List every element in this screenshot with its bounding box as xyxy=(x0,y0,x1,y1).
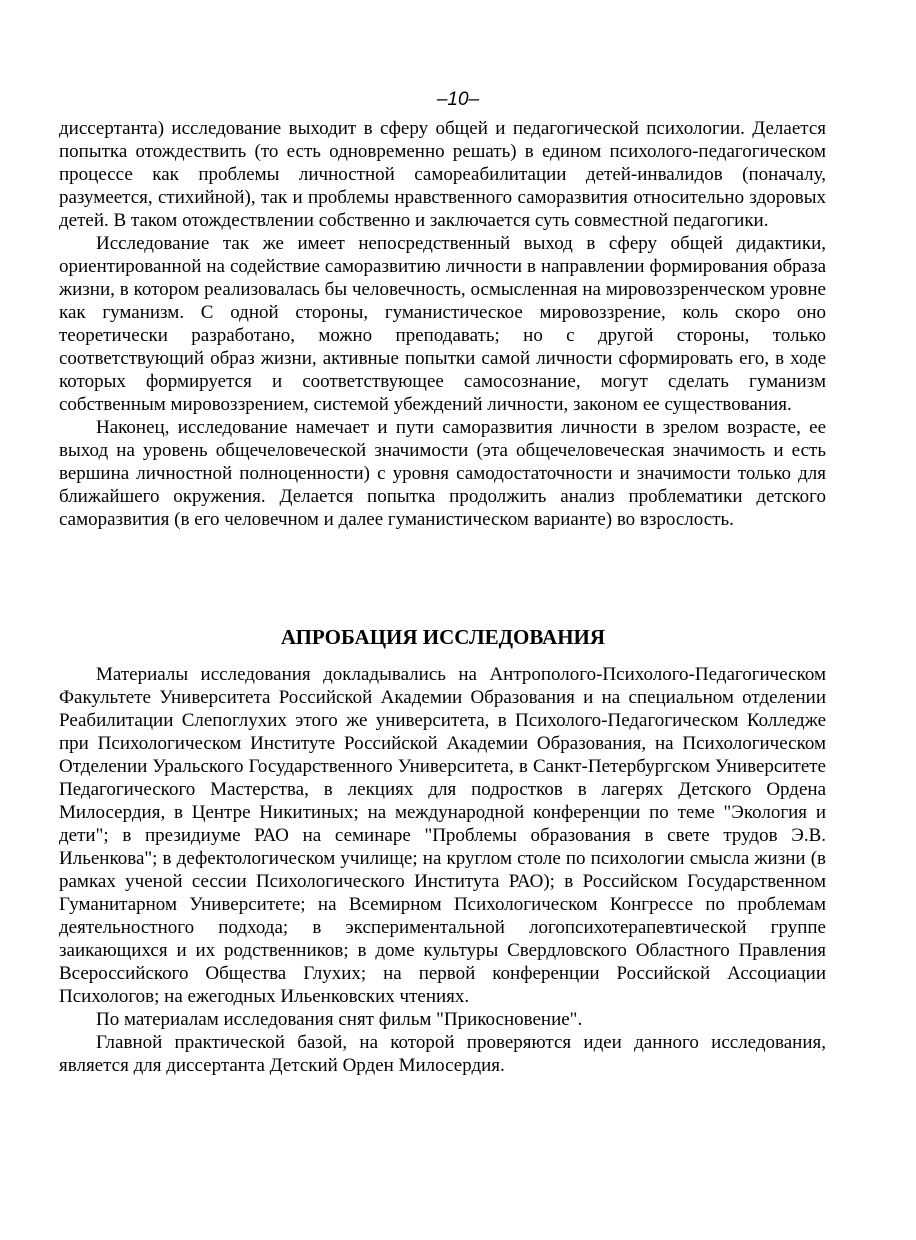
paragraph-film: По материалам исследования снят фильм "Прикосновение". xyxy=(96,1009,583,1030)
approbation-text-block xyxy=(59,663,826,1077)
paragraph-continuation: диссертанта) исследование выходит в сферу общей и педагогической психологии. Делается попытка отождествить (то есть одновременно решать) в едином психолого-педагогическом процессе как проблемы личностной самореабилитации детей-инвалидов (поначалу, разумеется, стихийной), так и проблемы нравственного саморазвития относительно здоровых детей. В таком отождествлении собственно и заключается суть совместной педагогики. xyxy=(59,118,826,231)
page-number: –10– xyxy=(436,89,480,110)
paragraph-practical-base: Главной практической базой, на которой проверяются идеи данного исследования, является для диссертанта Детский Орден Милосердия. xyxy=(59,1032,826,1076)
section-heading: АПРОБАЦИЯ ИССЛЕДОВАНИЯ xyxy=(280,625,606,649)
paragraph-didactics: Исследование так же имеет непосредственный выход в сферу общей дидактики, ориентированной на содействие саморазвитию личности в направлении формирования образа жизни, в котором реализовалась бы человечность, осмысленная на мировоззренческом уровне как гуманизм. С одной стороны, гуманистическое мировоззрение, коль скоро оно теоретически разработано, можно преподавать; но с другой стороны, только соответствующий образ жизни, активные попытки самой личности сформировать его, в ходе которых формируется и соответствующее самосознание, могут сделать гуманизм собственным мировоззрением, системой убеждений личности, законом ее существования. xyxy=(59,233,826,415)
intro-text-block xyxy=(59,117,826,531)
paragraph-maturity: Наконец, исследование намечает и пути саморазвития личности в зрелом возрасте, ее выход на уровень общечеловеческой значимости (эта общечеловеческая значимость и есть вершина личностной полноценности) с уровня самодостаточности и значимости только для ближайшего окружения. Делается попытка продолжить анализ проблематики детского саморазвития (в его человечном и далее гуманистическом варианте) во взрослость. xyxy=(59,417,826,530)
paragraph-approbation-venues: Материалы исследования докладывались на Антрополого-Психолого-Педагогическом Факультете Университета Российской Академии Образования и на специальном отделении Реабилитации Слепоглухих этого же университета, в Психолого-Педагогическом Колледже при Психологическом Институте Российской Академии Образования, на Психологическом Отделении Уральского Государственного Университета, в Санкт-Петербургском Университете Педагогического Мастерства, в лекциях для подростков в лагерях Детского Ордена Милосердия, в Центре Никитиных; на международной конференции по теме "Экология и дети"; в президиуме РАО на семинаре "Проблемы образования в свете трудов Э.В. Ильенкова"; в дефектологическом училище; на круглом столе по психологии смысла жизни (в рамках ученой сессии Психологического Института РАО); в Российском Государственном Гуманитарном Университете; на Всемирном Психологическом Конгрессе по проблемам деятельностного подхода; в экспериментальной логопсихотерапевтической группе заикающихся и их родственников; в доме культуры Свердловского Областного Правления Всероссийского Общества Глухих; на первой конференции Российской Ассоциации Психологов; на ежегодных Ильенковских чтениях. xyxy=(59,664,826,1007)
